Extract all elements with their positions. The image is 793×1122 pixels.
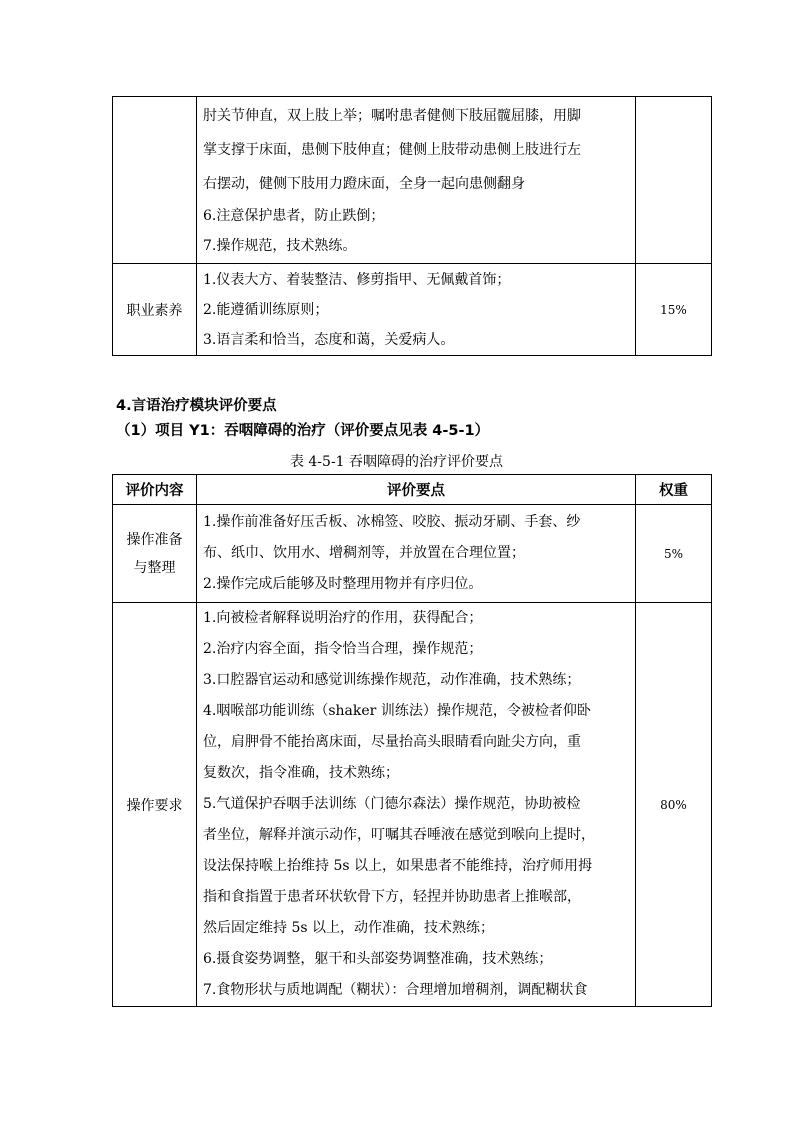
section-heading: 4.言语治疗模块评价要点 (116, 398, 277, 414)
category-cell (113, 603, 197, 1007)
header-points: 评价要点 (197, 475, 636, 505)
point-line: 3.语言柔和恰当，态度和蔼，关爱病人。 (203, 331, 455, 348)
point-line: 6.注意保护患者，防止跌倒； (203, 208, 385, 224)
point-line: 布、纸巾、饮用水、增稠剂等，并放置在合理位置； (203, 545, 525, 561)
point-line: 肘关节伸直，双上肢上举；嘱咐患者健侧下肢屈髋屈膝，用脚 (203, 108, 581, 124)
point-line: 复数次，指令准确，技术熟练； (203, 765, 399, 781)
point-line: 5.气道保护吞咽手法训练（门德尔森法）操作规范，协助被检 (203, 796, 581, 812)
header-category: 评价内容 (113, 475, 197, 505)
table-row (113, 505, 712, 603)
point-line: 位，肩胛骨不能抬离床面，尽量抬高头眼睛看向趾尖方向，重 (203, 734, 581, 750)
header-weight: 权重 (636, 475, 712, 505)
point-line: 设法保持喉上抬维持 5s 以上，如果患者不能维持，治疗师用拇 (203, 858, 592, 874)
point-line: 6.摄食姿势调整，躯干和头部姿势调整准确，技术熟练； (203, 951, 553, 967)
point-line: 2.治疗内容全面，指令恰当合理，操作规范； (203, 641, 483, 657)
points-cell (197, 505, 636, 603)
table-row (113, 264, 712, 356)
points-cell (197, 97, 636, 264)
points-cell (197, 603, 636, 1007)
category-cell: 职业素养 (113, 264, 197, 356)
category-line: 操作准备 (126, 531, 183, 548)
category-cell (113, 97, 197, 264)
category-line: 与整理 (133, 559, 176, 576)
weight-cell: 5% (636, 505, 712, 603)
table-caption: 表 4-5-1 吞咽障碍的治疗评价要点 (289, 454, 504, 470)
continued-evaluation-table (112, 96, 712, 356)
point-line: 1.仪表大方、着装整洁、修剪指甲、无佩戴首饰； (203, 271, 511, 288)
point-line: 3.口腔器官运动和感觉训练操作规范，动作准确，技术熟练； (203, 672, 581, 688)
point-line: 1.操作前准备好压舌板、冰棉签、咬胶、振动牙刷、手套、纱 (203, 514, 581, 530)
category-line: 操作要求 (126, 797, 183, 814)
point-line: 2.操作完成后能够及时整理用物并有序归位。 (203, 576, 483, 592)
table-row (113, 97, 712, 264)
point-line: 然后固定维持 5s 以上，动作准确，技术熟练； (203, 920, 494, 936)
table-row (113, 603, 712, 1007)
item-heading: （1）项目 Y1：吞咽障碍的治疗（评价要点见表 4-5-1） (116, 423, 490, 439)
point-line: 7.食物形状与质地调配（糊状）：合理增加增稠剂，调配糊状食 (203, 982, 588, 998)
weight-cell (636, 97, 712, 264)
point-line: 指和食指置于患者环状软骨下方，轻捏并协助患者上推喉部， (203, 889, 581, 905)
table-header-row (113, 475, 712, 505)
point-line: 7.操作规范，技术熟练。 (203, 238, 357, 254)
point-line: 4.咽喉部功能训练（shaker 训练法）操作规范，令被检者仰卧 (203, 703, 591, 719)
point-line: 者坐位，解释并演示动作，叮嘱其吞唾液在感觉到喉向上提时， (203, 827, 595, 843)
point-line: 掌支撑于床面，患侧下肢伸直；健侧上肢带动患侧上肢进行左 (203, 142, 581, 158)
point-line: 右摆动，健侧下肢用力蹬床面，全身一起向患侧翻身 (203, 176, 525, 192)
weight-cell: 15% (636, 264, 712, 356)
point-line: 1.向被检者解释说明治疗的作用，获得配合； (203, 610, 483, 626)
points-cell (197, 264, 636, 356)
point-line: 2.能遵循训练原则； (203, 301, 329, 318)
weight-cell: 80% (636, 603, 712, 1007)
swallowing-evaluation-table (112, 474, 712, 1007)
category-cell (113, 505, 197, 603)
